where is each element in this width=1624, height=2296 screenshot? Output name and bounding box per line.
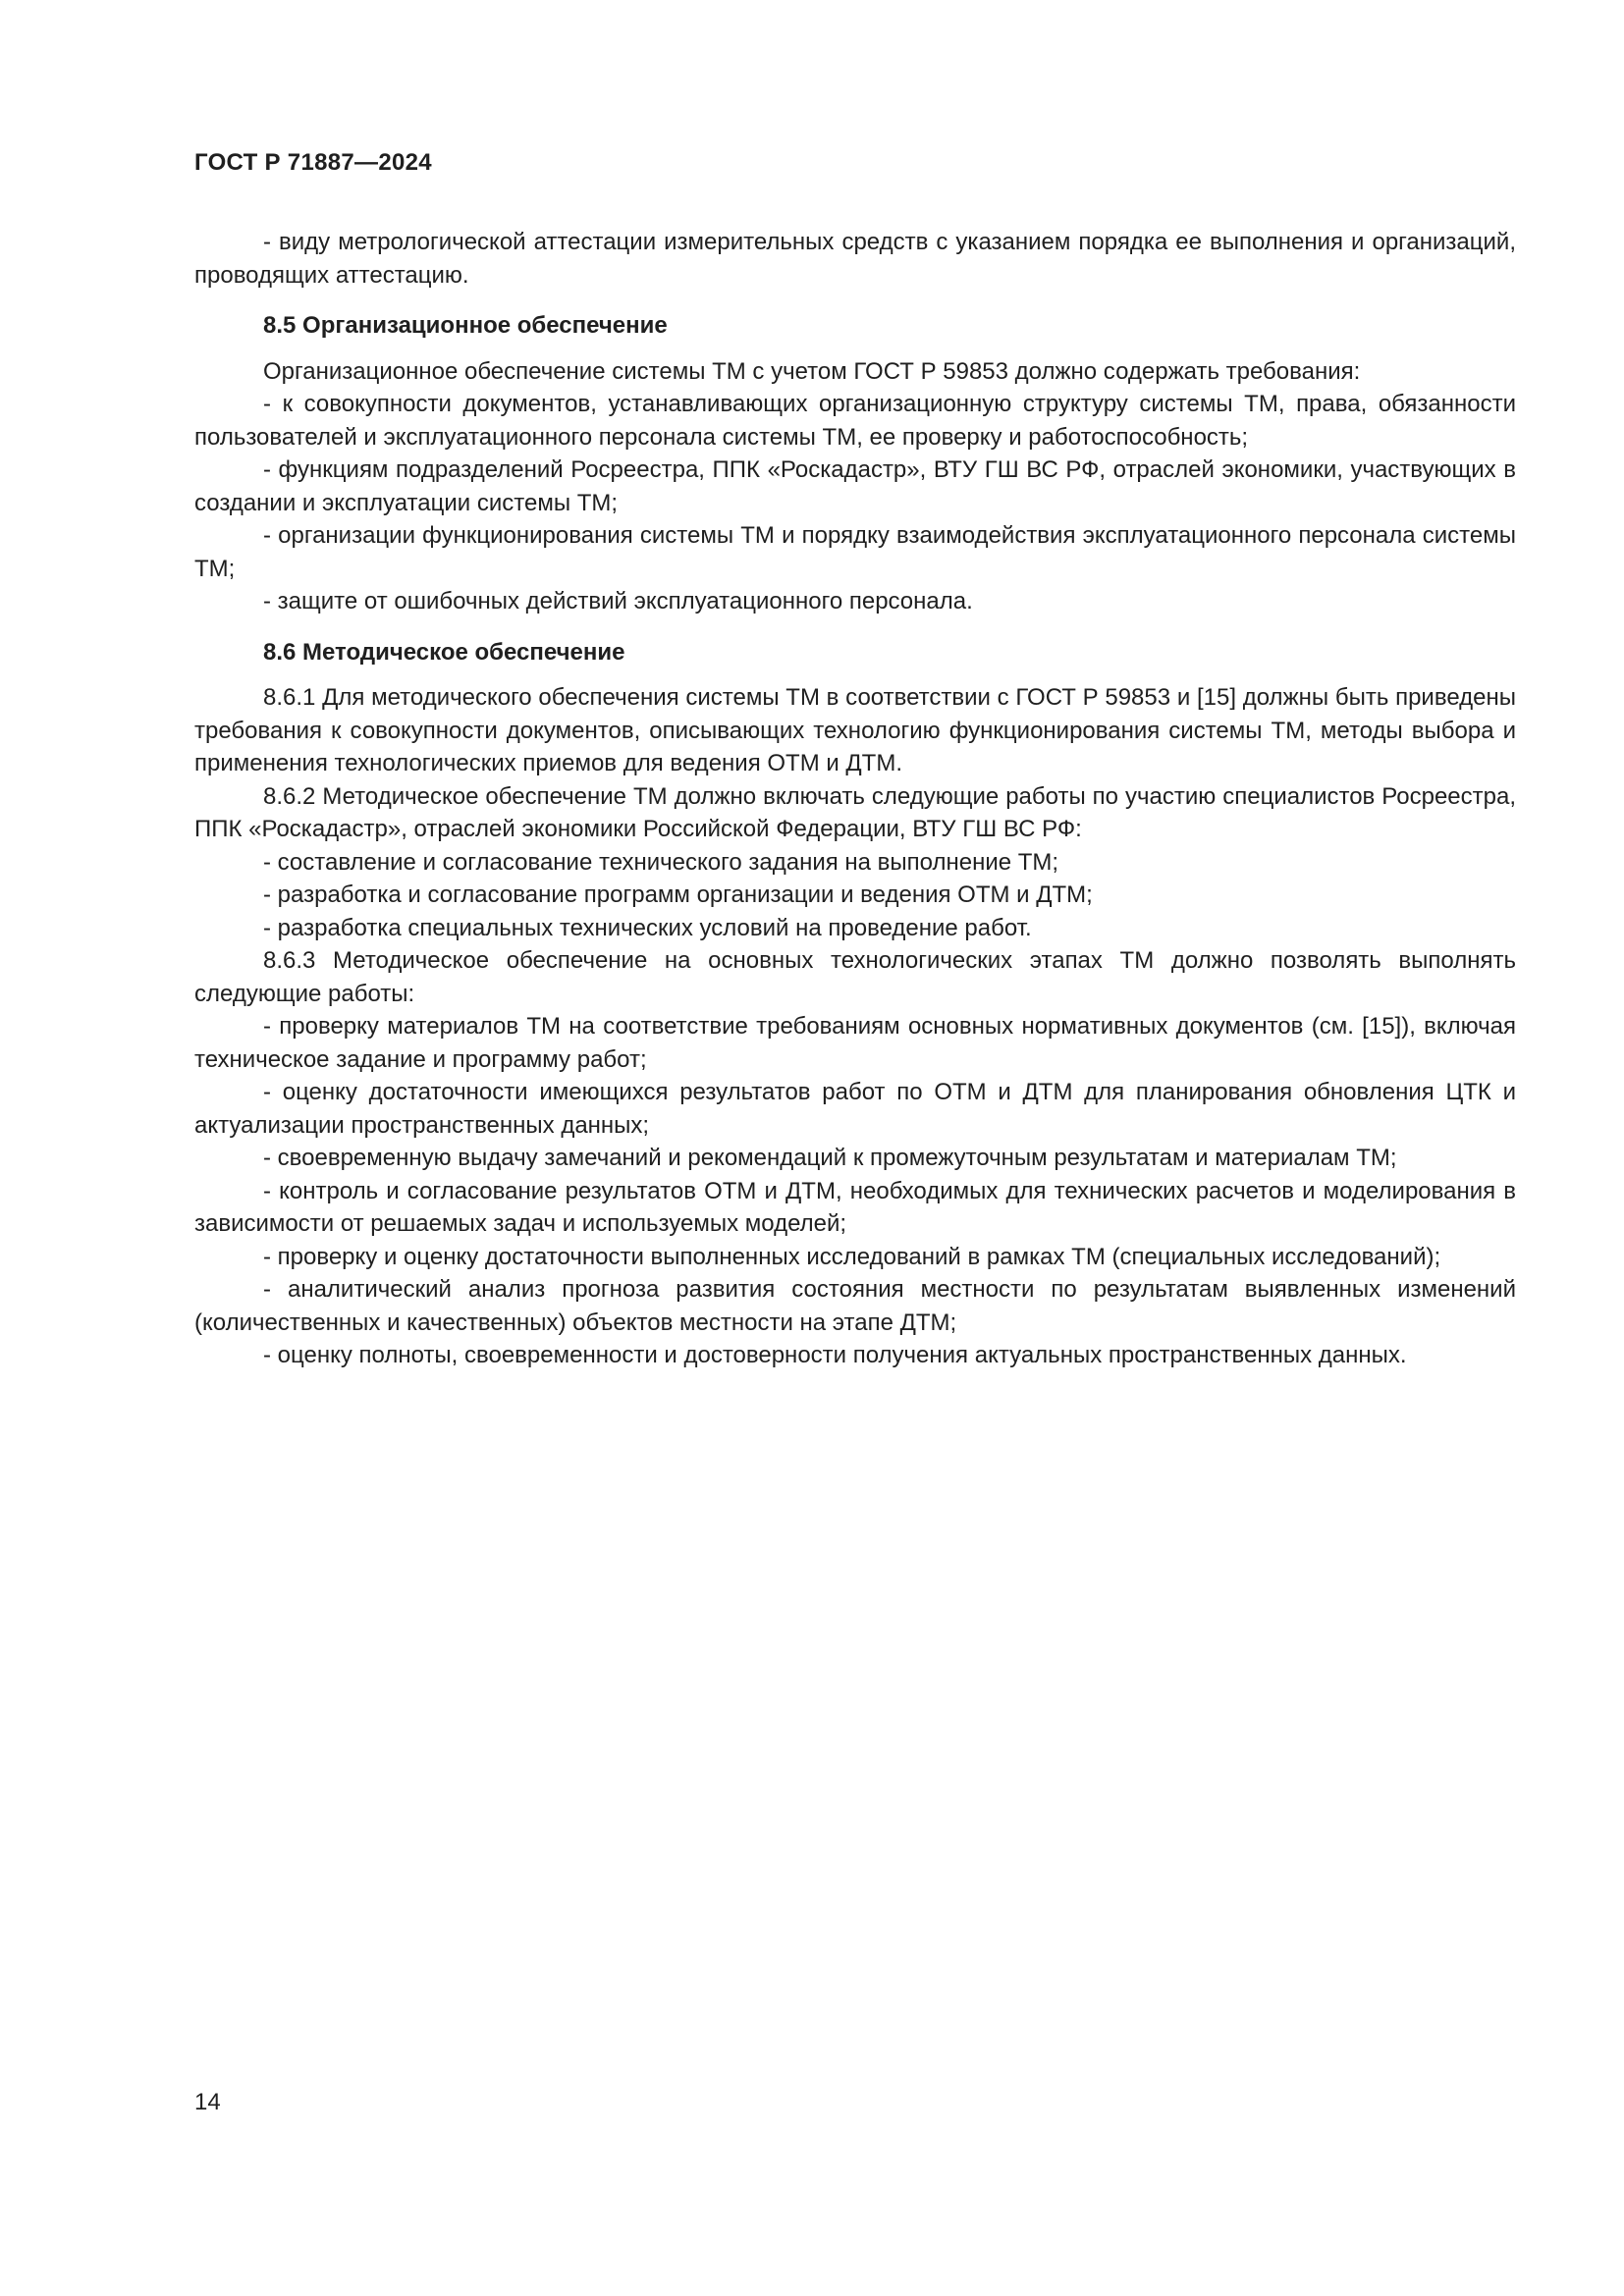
list-item: - аналитический анализ прогноза развития состояния местности по результатам выявленных изменений (количественных и качественных) объектов местности на этапе ДТМ;	[194, 1276, 1516, 1336]
list-item: - к совокупности документов, устанавливающих организационную структуру системы ТМ, права, обязанности пользователей и эксплуатационного персонала системы ТМ, ее проверку и работоспособность;	[194, 391, 1516, 451]
list-item: - составление и согласование технического задания на выполнение ТМ;	[263, 848, 1059, 876]
list-item: - проверку материалов ТМ на соответствие требованиям основных нормативных документов (см. [15]), включая техническое задание и программу работ;	[194, 1013, 1516, 1073]
list-item: - своевременную выдачу замечаний и рекомендаций к промежуточным результатам и материалам ТМ;	[263, 1145, 1397, 1171]
paragraph: - виду метрологической аттестации измерительных средств с указанием порядка ее выполнения и организаций, проводящих аттестацию.	[194, 229, 1516, 289]
section-heading: 8.5 Организационное обеспечение	[263, 312, 668, 339]
list-item: - разработка специальных технических условий на проведение работ.	[263, 914, 1032, 941]
list-item: - контроль и согласование результатов ОТМ и ДТМ, необходимых для технических расчетов и моделирования в зависимости от решаемых задач и используемых моделей;	[194, 1177, 1516, 1237]
paragraph: 8.6.3 Методическое обеспечение на основных технологических этапах ТМ должно позволять выполнять следующие работы:	[194, 947, 1516, 1007]
paragraph: 8.6.2 Методическое обеспечение ТМ должно включать следующие работы по участию специалистов Росреестра, ППК «Роскадастр», отраслей экономики Российской Федерации, ВТУ ГШ ВС РФ:	[194, 782, 1516, 842]
list-item: - организации функционирования системы ТМ и порядку взаимодействия эксплуатационного персонала системы ТМ;	[194, 522, 1516, 582]
list-item: - функциям подразделений Росреестра, ППК «Роскадастр», ВТУ ГШ ВС РФ, отраслей экономики, участвующих в создании и эксплуатации системы ТМ;	[194, 456, 1516, 516]
list-item: - защите от ошибочных действий эксплуатационного персонала.	[263, 588, 973, 614]
section-heading: 8.6 Методическое обеспечение	[263, 638, 625, 666]
list-item: - проверку и оценку достаточности выполненных исследований в рамках ТМ (специальных исследований);	[263, 1243, 1441, 1270]
list-item: - разработка и согласование программ организации и ведения ОТМ и ДТМ;	[263, 881, 1093, 908]
document-header: ГОСТ Р 71887—2024	[194, 149, 432, 176]
paragraph: 8.6.1 Для методического обеспечения системы ТМ в соответствии с ГОСТ Р 59853 и [15] должны быть приведены требования к совокупности документов, описывающих технологию функционирования системы ТМ, методы выбора и применения технологических приемов для ведения ОТМ и ДТМ.	[194, 684, 1516, 776]
document-body	[194, 226, 1516, 1372]
list-item: - оценку полноты, своевременности и достоверности получения актуальных пространственных данных.	[263, 1342, 1407, 1368]
list-item: - оценку достаточности имеющихся результатов работ по ОТМ и ДТМ для планирования обновления ЦТК и актуализации пространственных данных;	[194, 1079, 1516, 1139]
paragraph: Организационное обеспечение системы ТМ с учетом ГОСТ Р 59853 должно содержать требования:	[263, 357, 1361, 385]
page-number: 14	[194, 2089, 221, 2115]
